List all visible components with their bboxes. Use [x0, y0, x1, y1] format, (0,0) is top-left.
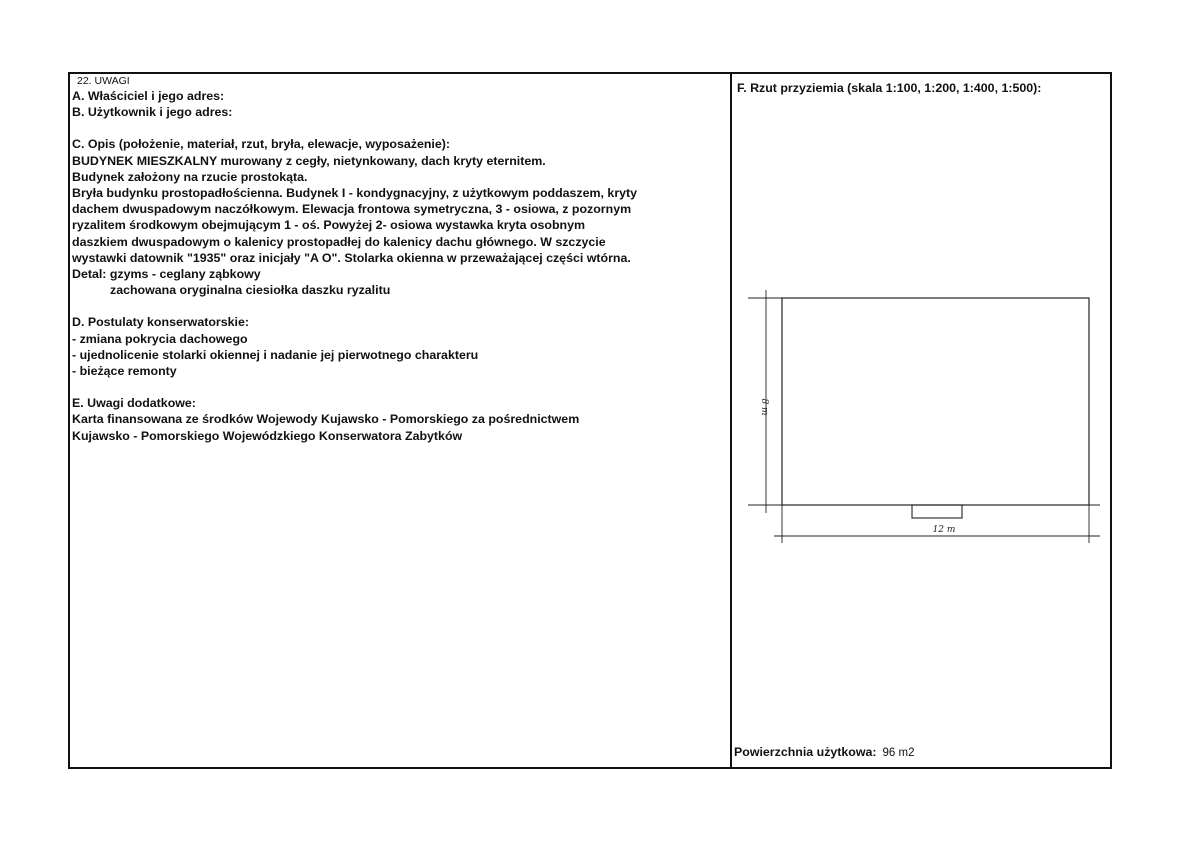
- ground-floor-plan: [740, 285, 1110, 550]
- description-line: BUDYNEK MIESZKALNY murowany z cegły, nietynkowany, dach kryty eternitem.: [72, 153, 546, 168]
- description-line: dachem dwuspadowym naczółkowym. Elewacja frontowa symetryczna, 3 - osiowa, z pozornym: [72, 202, 632, 217]
- postulate-item: - bieżące remonty: [72, 364, 177, 379]
- width-label: 12 m: [932, 525, 956, 535]
- description-title: C. Opis (położenie, materiał, rzut, bryła, elewacje, wyposażenie):: [72, 137, 451, 152]
- building-outline: [782, 298, 1089, 505]
- owner-label: A. Właściciel i jego adres:: [72, 89, 225, 103]
- postulate-item: - ujednolicenie stolarki okiennej i nadanie jej pierwotnego charakteru: [72, 347, 479, 362]
- notes-line: Karta finansowana ze środków Wojewody Kujawsko - Pomorskiego za pośrednictwem: [72, 412, 580, 427]
- usable-area-label: Powierzchnia użytkowa:: [734, 745, 877, 759]
- notes-title: E. Uwagi dodatkowe:: [72, 396, 196, 411]
- postulate-item: - zmiana pokrycia dachowego: [72, 331, 248, 346]
- postulates-title: D. Postulaty konserwatorskie:: [72, 315, 249, 330]
- section-header: 22. UWAGI: [77, 75, 130, 87]
- description-line: Bryła budynku prostopadłościenna. Budynek I - kondygnacyjny, z użytkowym poddaszem, kryty: [72, 186, 638, 201]
- description-line: daszkiem dwuspadowym o kalenicy prostopadłej do kalenicy dachu głównego. W szczycie: [72, 234, 606, 249]
- entrance-projection: [912, 505, 962, 518]
- description-line: Budynek założony na rzucie prostokąta.: [72, 169, 308, 184]
- usable-area: [734, 745, 915, 759]
- user-label: B. Użytkownik i jego adres:: [72, 105, 233, 120]
- description-line: Detal: gzyms - ceglany ząbkowy: [72, 267, 261, 282]
- remarks-section: [72, 74, 727, 444]
- column-divider: [730, 72, 732, 769]
- description-line: ryzalitem środkowym obejmującym 1 - oś. Powyżej 2- osiowa wystawka kryta osobnym: [72, 218, 586, 233]
- detail-indent-line: zachowana oryginalna ciesiołka daszku ryzalitu: [110, 283, 391, 298]
- plan-title: F. Rzut przyziemia (skala 1:100, 1:200, 1:400, 1:500):: [737, 81, 1042, 95]
- height-label: 8 m: [759, 398, 769, 416]
- notes-line: Kujawsko - Pomorskiego Wojewódzkiego Konserwatora Zabytków: [72, 428, 463, 443]
- description-line: wystawki datownik "1935" oraz inicjały "A O". Stolarka okienna w przeważającej części wtórna.: [72, 250, 631, 265]
- usable-area-value: 96 m2: [882, 747, 915, 759]
